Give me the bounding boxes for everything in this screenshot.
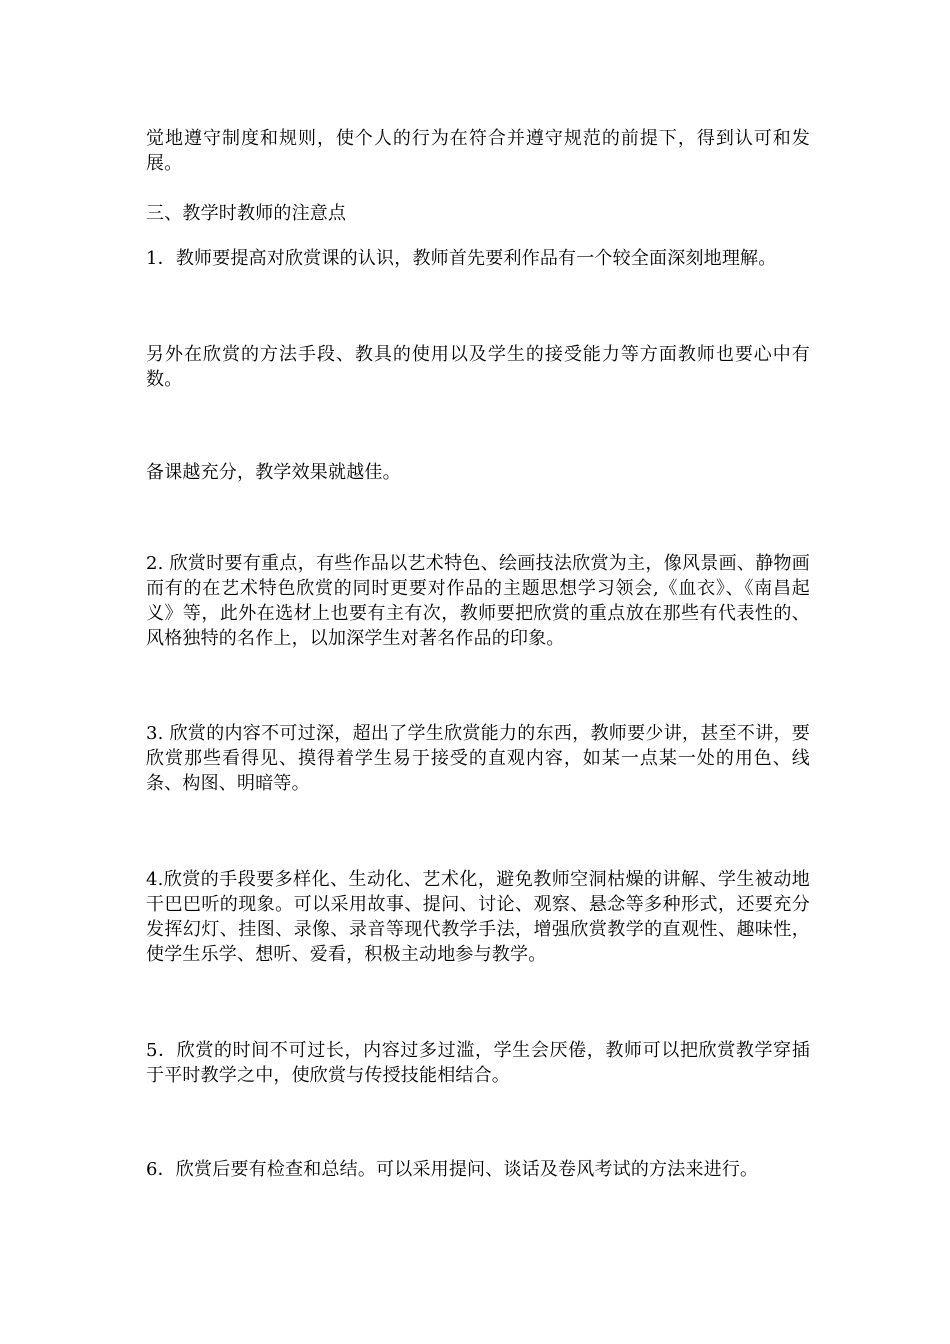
paragraph-point-6: 6．欣赏后要有检查和总结。可以采用提问、谈话及卷风考试的方法来进行。 bbox=[146, 1159, 759, 1180]
paragraph-intro-continuation: 觉地遵守制度和规则，使个人的行为在符合并遵守规范的前提下，得到认可和发展。 bbox=[146, 128, 810, 174]
paragraph-point-1-continued: 另外在欣赏的方法手段、教具的使用以及学生的接受能力等方面教师也要心中有数。 bbox=[146, 344, 810, 390]
paragraph-point-1: 1．教师要提高对欣赏课的认识，教师首先要利作品有一个较全面深刻地理解。 bbox=[146, 248, 777, 269]
paragraph-point-5: 5．欣赏的时间不可过长，内容过多过滥，学生会厌倦，教师可以把欣赏教学穿插于平时教学之中，使欣赏与传授技能相结合。 bbox=[146, 1040, 810, 1086]
paragraph-point-3: 3. 欣赏的内容不可过深，超出了学生欣赏能力的东西，教师要少讲，甚至不讲，要欣赏那些看得见、摸得着学生易于接受的直观内容，如某一点某一处的用色、线条、构图、明暗等。 bbox=[146, 723, 810, 794]
paragraph-point-1-conclusion: 备课越充分，教学效果就越佳。 bbox=[146, 462, 401, 483]
paragraph-point-2: 2. 欣赏时要有重点，有些作品以艺术特色、绘画技法欣赏为主，像风景画、静物画而有的在艺术特色欣赏的同时更要对作品的主题思想学习领会,《血衣》、《南昌起义》等，此外在选材上也要有主有次，教师要把欣赏的重点放在那些有代表性的、风格独特的名作上，以加深学生对著名作品的印象。 bbox=[146, 553, 810, 649]
paragraph-point-4: 4.欣赏的手段要多样化、生动化、艺术化，避免教师空洞枯燥的讲解、学生被动地干巴巴听的现象。可以采用故事、提问、讨论、观察、悬念等多种形式，还要充分发挥幻灯、挂图、录像、录音等现代教学手法，增强欣赏教学的直观性、趣味性，使学生乐学、想听、爱看，积极主动地参与教学。 bbox=[146, 869, 810, 965]
section-heading: 三、教学时教师的注意点 bbox=[146, 203, 347, 224]
